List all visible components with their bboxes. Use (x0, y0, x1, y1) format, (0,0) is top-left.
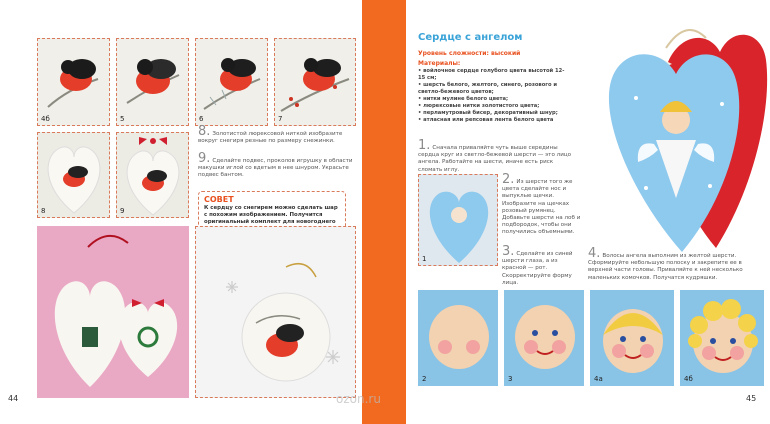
photo-number: 8 (41, 207, 46, 215)
page-number-right: 45 (746, 394, 757, 403)
bullfinch-illustration (117, 39, 190, 127)
photo-step-9 (116, 132, 189, 218)
photo-step-3 (504, 290, 584, 386)
photo-step-2 (418, 290, 498, 386)
photo-number: 5 (120, 115, 125, 123)
photo-step-5 (116, 38, 189, 126)
photo-ornament-ball (195, 226, 356, 398)
tip-box (198, 191, 346, 229)
photo-number: 1 (422, 255, 427, 263)
heart-ornaments-illustration (38, 227, 190, 399)
photo-step-6 (195, 38, 268, 126)
step-9-description: Сделайте подвес, проколов игрушку в области макушки иглой со вдетым в нее шнуром. Украсьте подвес бантом. (198, 158, 353, 179)
photo-step-1 (418, 174, 498, 266)
step-3-text: 3. Сделайте из синей шерсти глаза, а из красной — рот. Скорректируйте форму лица. (502, 244, 573, 286)
page-number-left: 44 (8, 394, 19, 403)
list-item: • люрексовые нитки золотистого цвета; (418, 103, 540, 109)
heart-ornament-illustration (117, 133, 190, 219)
photo-step-7 (274, 38, 356, 126)
difficulty-level: Уровень сложности: высокий (418, 50, 521, 57)
section-title: Сердце с ангелом (418, 32, 523, 43)
felt-face-illustration (681, 291, 765, 387)
hero-angel-hearts (576, 8, 768, 258)
list-item: • нитки мулине белого цвета; (418, 96, 509, 102)
list-item: • войлочное сердце голубого цвета высотой 12-15 см; (418, 68, 565, 81)
angel-hearts-illustration (576, 8, 768, 258)
step-3-description: Сделайте из синей шерсти глаза, а из красной — рот. Скорректируйте форму лица. (502, 251, 573, 286)
tip-text: К сердцу со снегирем можно сделать шар с похожим изображением. Получится оригинальный комплект для новогоднего (204, 205, 338, 225)
tip-title: СОВЕТ (204, 195, 234, 204)
photo-number: 4б (41, 115, 50, 123)
watermark: ozon.ru (336, 392, 381, 406)
step-4-description: Волосы ангела выполним из желтой шерсти. Сформируйте небольшую полоску и закрепите ее в верхней части головы. Приваляйте к ней несколько маленьких комочков. Получатся кудряшки. (588, 253, 743, 281)
step-2-text: 2. Из шерсти того же цвета сделайте нос и выпуклые щечки. Изобразите на щечках розовый румянец. Добавьте шерсти на лоб и подбородок, чтобы они получились объемными. (502, 172, 581, 236)
step-2-description: Из шерсти того же цвета сделайте нос и выпуклые щечки. Изобразите на щечках розовый румянец. Добавьте шерсти на лоб и подбородок, чтобы они получились объемными. (502, 179, 581, 236)
step-1-text: 1. Сначала приваляйте чуть выше середины сердца круг из светло-бежевой шерсти — это лицо ангела. Работайте на шести, иначе есть риск сломать иглу. (418, 138, 572, 173)
photo-number: 4а (594, 375, 603, 383)
step-9-text: 9. Сделайте подвес, проколов игрушку в области макушки иглой со вдетым в нее шнуром. Украсьте подвес бантом. (198, 151, 353, 179)
step-1-description: Сначала приваляйте чуть выше середины сердца круг из светло-бежевой шерсти — это лицо ангела. Работайте на шести, иначе есть риск сломать иглу. (418, 145, 572, 173)
bullfinch-illustration (275, 39, 357, 127)
felt-face-illustration (505, 291, 585, 387)
materials-label: Материалы: (418, 60, 461, 67)
step-8-text: 8. Золотистой люрексовой ниткой изобразите вокруг снегиря резные по размеру снежинки. (198, 124, 343, 145)
photo-number: 6 (199, 115, 204, 123)
step-4-text: 4. Волосы ангела выполним из желтой шерсти. Сформируйте небольшую полоску и закрепите ее в верхней части головы. Приваляйте к ней несколько маленьких комочков. Получатся кудряшки. (588, 246, 743, 281)
photo-step-8 (37, 132, 110, 218)
photo-step-4a (590, 290, 674, 386)
photo-step-4b (680, 290, 764, 386)
list-item: • перламутровый бисер, декоративный шнур; (418, 110, 558, 116)
felt-face-illustration (591, 291, 675, 387)
bullfinch-illustration (196, 39, 269, 127)
photo-number: 4б (684, 375, 693, 383)
photo-step-4b (37, 38, 110, 126)
photo-number: 2 (422, 375, 427, 383)
photo-hearts-pair (37, 226, 189, 398)
right-page (336, 0, 770, 424)
list-item: • шерсть белого, желтого, синего, розового и светло-бежевого цветов; (418, 82, 557, 95)
felt-face-illustration (419, 291, 499, 387)
list-item: • атласная или репсовая лента белого цвета (418, 117, 554, 123)
blue-heart-illustration (419, 175, 499, 267)
photo-number: 9 (120, 207, 125, 215)
left-page (0, 0, 380, 424)
step-8-description: Золотистой люрексовой ниткой изобразите вокруг снегиря резные по размеру снежинки. (198, 131, 343, 145)
photo-number: 3 (508, 375, 513, 383)
bullfinch-illustration (38, 39, 111, 127)
ornament-ball-illustration (196, 227, 357, 399)
book-spine (362, 0, 406, 424)
materials-list (418, 68, 570, 124)
heart-ornament-illustration (38, 133, 111, 219)
photo-number: 7 (278, 115, 283, 123)
